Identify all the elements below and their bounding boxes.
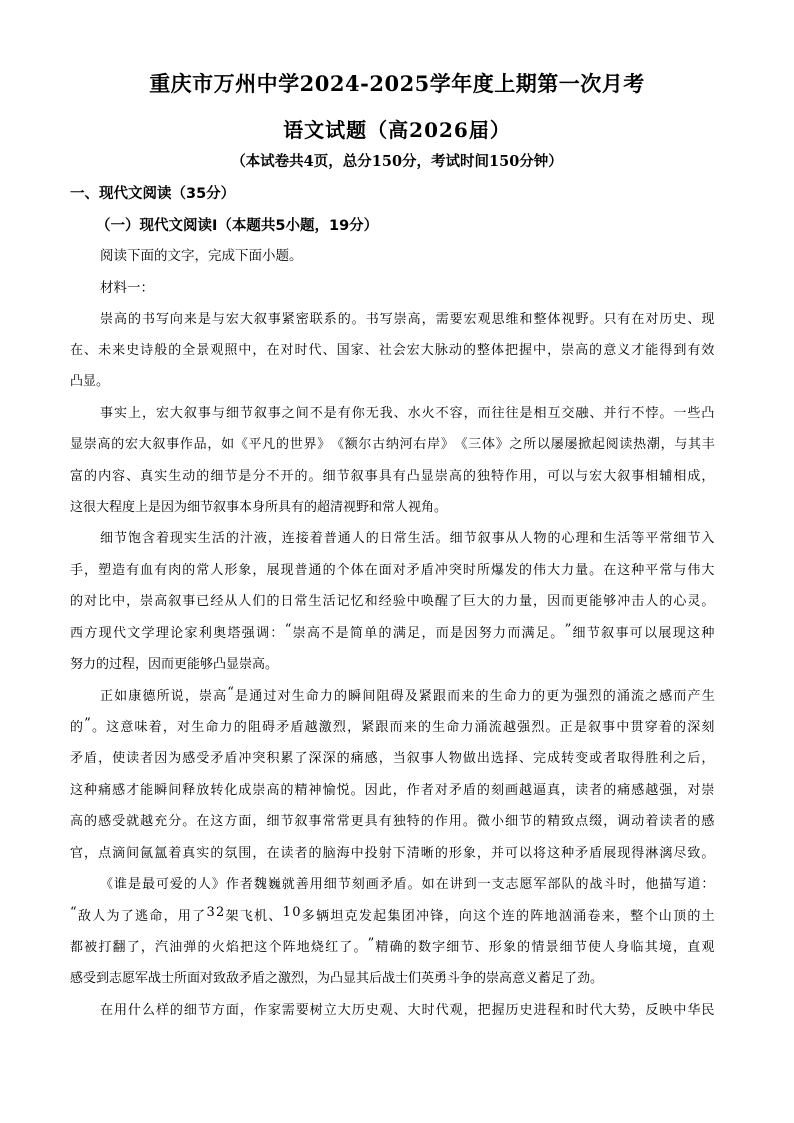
- passage-line: 正 如 康 德 所 说 ， 崇 高 “ 是 通 过 对 生 命 力 的 瞬 间 阻 碍 及 紧 跟 而 来 的 生 命 力 的 更 为 强 烈 的 涌 流 之 感 而 产 生: [100, 685, 715, 704]
- passage-line: 努力的过程，因而更能够凸显崇高。: [70, 657, 279, 672]
- section-heading: 一、现代文阅读（35分）: [70, 186, 236, 202]
- exam-subtitle: 语文试题（高2026届）: [283, 118, 511, 142]
- instruction-text: 阅读下面的文字，完成下面小题。: [100, 248, 303, 264]
- subsection-heading: （一）现代文阅读Ⅰ（本题共5小题，19分）: [96, 218, 379, 234]
- passage-line: 崇 高 的 书 写 向 来 是 与 宏 大 叙 事 紧 密 联 系 的 。 书 写 崇 高 ， 需 要 宏 观 思 维 和 整 体 视 野 。 只 有 在 对 历 史 、 现: [100, 312, 715, 327]
- passage-line: 《 谁 是 最 可 爱 的 人 》 作 者 魏 巍 就 善 用 细 节 刻 画 矛 盾 。 如 在 讲 到 一 支 志 愿 军 部 队 的 战 斗 时 ， 他 描 写 道 ：: [100, 877, 715, 892]
- passage-line: 细 节 饱 含 着 现 实 生 活 的 汁 液 ， 连 接 着 普 通 人 的 日 常 生 活 。 细 节 叙 事 从 人 物 的 心 理 和 生 活 等 平 常 细 节 入: [100, 531, 715, 546]
- exam-note: （本试卷共4页，总分150分，考试时间150分钟）: [231, 153, 563, 170]
- passage-line: 这很大程度上是因为细节叙事本身所具有的超清视野和常人视角。: [70, 500, 448, 515]
- material-label: 材料一：: [100, 280, 154, 296]
- passage-line: 显 崇 高 的 宏 大 叙 事 作 品 ， 如 《 平 凡 的 世 界 》 《 额 尔 古 纳 河 右 岸 》 《 三 体 》 之 所 以 屡 屡 掀 起 阅 读 热 潮 ， 与 其 丰: [70, 437, 715, 452]
- exam-title: 重庆市万州中学2024-2025学年度上期第一次月考: [149, 71, 645, 96]
- passage-line: 的 ” 。 这 意 味 着 ， 对 生 命 力 的 阻 碍 矛 盾 越 激 烈 ， 紧 跟 而 来 的 生 命 力 涌 流 越 强 烈 。 正 是 叙 事 中 贯 穿 着 的 深 刻: [70, 716, 715, 735]
- passage-line: 官 ， 点 滴 间 氤 氲 着 真 实 的 氛 围 ， 在 读 者 的 脑 海 中 投 射 下 清 晰 的 形 象 ， 并 可 以 将 这 种 矛 盾 展 现 得 淋 漓 尽 致 。: [70, 846, 715, 861]
- passage-line: 西 方 现 代 文 学 理 论 家 利 奥 塔 强 调 ： “ 崇 高 不 是 简 单 的 满 足 ， 而 是 因 努 力 而 满 足 。 ” 细 节 叙 事 可 以 展 现 这 种: [70, 622, 715, 641]
- passage-line: 都 被 打 翻 了 ， 汽 油 弹 的 火 焰 把 这 个 阵 地 烧 红 了 。 ” 精 确 的 数 字 细 节 、 形 象 的 情 景 细 节 使 人 身 临 其 境 ， 直 观: [70, 936, 715, 955]
- passage-line: “ 敌 人 为 了 逃 命 ， 用 了 3 2 架 飞 机 、 1 0 多 辆 坦 克 发 起 集 团 冲 锋 ， 向 这 个 连 的 阵 地 汹 涌 卷 来 ， 整 个 山 顶 的 土: [70, 905, 715, 924]
- passage-line: 手 ， 塑 造 有 血 有 肉 的 常 人 形 象 ， 展 现 普 通 的 个 体 在 面 对 矛 盾 冲 突 时 所 爆 发 的 伟 大 力 量 。 在 这 种 平 常 与 伟 大: [70, 563, 715, 578]
- passage-line: 的 对 比 中 ， 崇 高 叙 事 已 经 从 人 们 的 日 常 生 活 记 忆 和 经 验 中 唤 醒 了 巨 大 的 力 量 ， 因 而 更 能 够 冲 击 人 的 心 灵 。: [70, 594, 715, 609]
- passage-line: 事 实 上 ， 宏 大 叙 事 与 细 节 叙 事 之 间 不 是 有 你 无 我 、 水 火 不 容 ， 而 往 往 是 相 互 交 融 、 并 行 不 悖 。 一 些 凸: [100, 406, 715, 421]
- passage-line: 矛 盾 ， 使 读 者 因 为 感 受 矛 盾 冲 突 积 累 了 深 深 的 痛 感 ， 当 叙 事 人 物 做 出 选 择 、 完 成 转 变 或 者 取 得 胜 利 之 后 ，: [70, 751, 715, 766]
- passage-line: 高 的 感 受 就 越 充 分 。 在 这 方 面 ， 细 节 叙 事 常 常 更 具 有 独 特 的 作 用 。 微 小 细 节 的 精 致 点 缀 ， 调 动 着 读 者 的 感: [70, 814, 715, 829]
- passage-line: 在 用 什 么 样 的 细 节 方 面 ， 作 家 需 要 树 立 大 历 史 观 、 大 时 代 观 ， 把 握 历 史 进 程 和 时 代 大 势 ， 反 映 中 华 民: [100, 1003, 715, 1018]
- passage-line: 这 种 痛 感 才 能 瞬 间 释 放 转 化 成 崇 高 的 精 神 愉 悦 。 因 此 ， 作 者 对 矛 盾 的 刻 画 越 逼 真 ， 读 者 的 痛 感 越 强 ， 对 崇: [70, 783, 715, 798]
- passage-line: 富 的 内 容 、 真 实 生 动 的 细 节 是 分 不 开 的 。 细 节 叙 事 具 有 凸 显 崇 高 的 独 特 作 用 ， 可 以 与 宏 大 叙 事 相 辅 相 成 ，: [70, 469, 715, 484]
- passage-line: 凸显。: [70, 374, 110, 389]
- passage-line: 感受到志愿军战士所面对致敌矛盾之激烈，为凸显其后战士们英勇斗争的崇高意义蓄足了劲。: [70, 971, 604, 986]
- passage-line: 在 、 未 来 史 诗 般 的 全 景 观 照 中 ， 在 对 时 代 、 国 家 、 社 会 宏 大 脉 动 的 整 体 把 握 中 ， 崇 高 的 意 义 才 能 得 到 有 效: [70, 343, 715, 358]
